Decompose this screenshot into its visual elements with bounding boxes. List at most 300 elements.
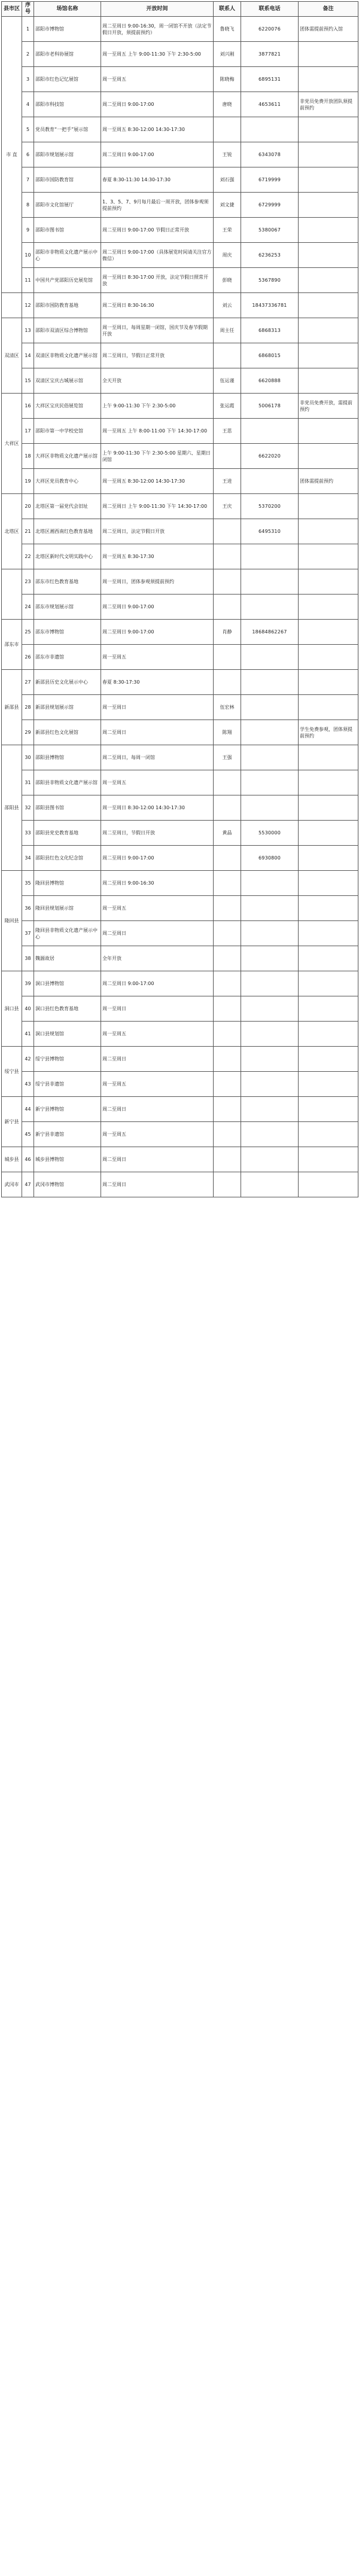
contact-person <box>214 896 241 921</box>
row-number: 36 <box>22 896 34 921</box>
venue-name: 大祥区非物质文化遗产展示馆 <box>34 444 101 469</box>
contact-phone <box>241 469 299 494</box>
contact-person <box>214 795 241 821</box>
opening-hours: 周二至周日 <box>101 921 214 946</box>
venue-name: 邵东市红色教育基地 <box>34 569 101 595</box>
venue-name: 邵阳县党史教育基地 <box>34 821 101 846</box>
contact-person <box>214 1047 241 1072</box>
row-number: 9 <box>22 218 34 243</box>
row-number: 12 <box>22 293 34 318</box>
table-row <box>2 92 358 117</box>
table-row <box>2 595 358 620</box>
contact-phone <box>241 544 299 569</box>
venue-name: 绥宁县博物馆 <box>34 1047 101 1072</box>
row-number: 30 <box>22 745 34 770</box>
district-cell: 绥宁县 <box>2 1047 22 1097</box>
contact-person: 周庆 <box>214 243 241 268</box>
row-number: 7 <box>22 167 34 193</box>
opening-hours: 周二至周日 <box>101 1097 214 1122</box>
opening-hours: 周二至周日，法定节假日开放 <box>101 519 214 544</box>
table-row <box>2 494 358 519</box>
contact-person: 王思 <box>214 419 241 444</box>
table-row <box>2 519 358 544</box>
row-number: 37 <box>22 921 34 946</box>
opening-hours: 周二至周日 9:00-17:00 <box>101 620 214 645</box>
opening-hours: 周一至周日 <box>101 695 214 720</box>
opening-hours: 周二至周日 <box>101 1147 214 1172</box>
row-note <box>299 519 358 544</box>
row-number: 32 <box>22 795 34 821</box>
table-row <box>2 846 358 871</box>
header-contact: 联系人 <box>214 2 241 17</box>
contact-phone: 6236253 <box>241 243 299 268</box>
opening-hours: 周一至周日 8:30-12:00 14:30-17:30 <box>101 795 214 821</box>
table-row <box>2 318 358 343</box>
contact-person: 周主任 <box>214 318 241 343</box>
contact-phone: 6719999 <box>241 167 299 193</box>
row-number: 47 <box>22 1172 34 1197</box>
venue-name: 新邵县规划展示馆 <box>34 695 101 720</box>
row-number: 21 <box>22 519 34 544</box>
district-cell: 邵阳县 <box>2 745 22 871</box>
contact-phone: 5380067 <box>241 218 299 243</box>
contact-phone <box>241 871 299 896</box>
district-cell: 双清区 <box>2 318 22 394</box>
contact-person <box>214 519 241 544</box>
contact-person: 王荣 <box>214 218 241 243</box>
contact-phone: 5370200 <box>241 494 299 519</box>
row-note <box>299 821 358 846</box>
contact-phone <box>241 946 299 971</box>
table-row <box>2 795 358 821</box>
row-note <box>299 1072 358 1097</box>
row-note <box>299 645 358 670</box>
row-number: 38 <box>22 946 34 971</box>
row-number: 46 <box>22 1147 34 1172</box>
row-number: 28 <box>22 695 34 720</box>
contact-person: 王庆 <box>214 494 241 519</box>
table-row <box>2 1122 358 1147</box>
venue-name: 邵阳市红色记忆展馆 <box>34 67 101 92</box>
opening-hours: 周二至周日 <box>101 720 214 745</box>
opening-hours: 周一至周五 <box>101 67 214 92</box>
row-note: 团体需提前预约入馆 <box>299 17 358 42</box>
opening-hours: 上午 9:00-11:30 下午 2:30-5:00 <box>101 394 214 419</box>
row-number: 4 <box>22 92 34 117</box>
row-note <box>299 419 358 444</box>
row-note <box>299 544 358 569</box>
row-number: 40 <box>22 996 34 1022</box>
contact-person: 刘云 <box>214 293 241 318</box>
venue-name: 洞口县红色教育基地 <box>34 996 101 1022</box>
opening-hours: 春夏 8:30-17:30 <box>101 670 214 695</box>
header-name: 场馆名称 <box>34 2 101 17</box>
table-row <box>2 419 358 444</box>
row-number: 31 <box>22 770 34 795</box>
contact-phone <box>241 795 299 821</box>
row-number: 22 <box>22 544 34 569</box>
row-note <box>299 1147 358 1172</box>
row-note <box>299 770 358 795</box>
contact-phone <box>241 1172 299 1197</box>
opening-hours: 周二至周日 <box>101 1047 214 1072</box>
contact-phone: 6343078 <box>241 142 299 167</box>
row-note <box>299 996 358 1022</box>
table-row <box>2 243 358 268</box>
row-number: 1 <box>22 17 34 42</box>
row-number: 41 <box>22 1022 34 1047</box>
venue-name: 邵阳市图书馆 <box>34 218 101 243</box>
contact-phone: 6895131 <box>241 67 299 92</box>
opening-hours: 周二至周日，节假日开放 <box>101 821 214 846</box>
opening-hours: 周二至周日 9:00-17:00 <box>101 142 214 167</box>
district-cell: 北塔区 <box>2 494 22 569</box>
table-row <box>2 394 358 419</box>
venue-name: 邵阳县红色文化纪念馆 <box>34 846 101 871</box>
row-note <box>299 921 358 946</box>
header-district: 县市区 <box>2 2 22 17</box>
row-note <box>299 1022 358 1047</box>
contact-phone <box>241 921 299 946</box>
opening-hours: 周一至周日 8:30-17:00 开放，法定节假日照常开放 <box>101 268 214 293</box>
table-row <box>2 1022 358 1047</box>
venue-name: 中国共产党邵阳历史展览馆 <box>34 268 101 293</box>
venue-name: 新宁县非遗馆 <box>34 1122 101 1147</box>
district-cell: 邵东市 <box>2 620 22 670</box>
opening-hours: 周一至周五 8:30-12:00 14:30-17:30 <box>101 117 214 142</box>
contact-phone: 4653611 <box>241 92 299 117</box>
table-row <box>2 821 358 846</box>
venue-name: 邵阳市国防教育馆 <box>34 167 101 193</box>
table-row <box>2 469 358 494</box>
contact-phone: 6868015 <box>241 343 299 368</box>
venue-name: 邵阳市国防教育基地 <box>34 293 101 318</box>
district-cell: 新邵县 <box>2 670 22 745</box>
venue-name: 邵东市规划展示馆 <box>34 595 101 620</box>
row-number: 19 <box>22 469 34 494</box>
contact-person: 刘石强 <box>214 167 241 193</box>
venue-name: 北塔区新时代文明实践中心 <box>34 544 101 569</box>
contact-phone <box>241 1147 299 1172</box>
table-row <box>2 1047 358 1072</box>
venue-name: 邵阳市博物馆 <box>34 17 101 42</box>
row-number: 18 <box>22 444 34 469</box>
opening-hours: 周一至周日，团体参观须提前预约 <box>101 569 214 595</box>
table-row <box>2 1097 358 1122</box>
opening-hours: 周二至周日，每周一闭馆 <box>101 745 214 770</box>
contact-phone: 5006178 <box>241 394 299 419</box>
table-row <box>2 645 358 670</box>
contact-person <box>214 1022 241 1047</box>
contact-person: 陈晓梅 <box>214 67 241 92</box>
opening-hours: 周一至周五 <box>101 1122 214 1147</box>
contact-person: 王锐 <box>214 142 241 167</box>
opening-hours: 周二至周日 9:00-17:00 <box>101 595 214 620</box>
row-number: 2 <box>22 42 34 67</box>
district-cell: 新宁县 <box>2 1097 22 1147</box>
contact-person <box>214 996 241 1022</box>
contact-phone: 3877821 <box>241 42 299 67</box>
row-note <box>299 871 358 896</box>
opening-hours: 周二至周日 9:00-17:00 <box>101 971 214 996</box>
contact-person: 彭晓 <box>214 268 241 293</box>
contact-phone <box>241 569 299 595</box>
district-cell: 市 直 <box>2 17 22 293</box>
venue-name: 邵阳县非物质文化遗产展示馆 <box>34 770 101 795</box>
contact-phone: 6729999 <box>241 193 299 218</box>
table-row <box>2 218 358 243</box>
opening-hours: 上午 9:00-11:30 下午 2:30-5:00 星期六、星期日闭馆 <box>101 444 214 469</box>
district-cell <box>2 569 22 620</box>
venue-name: 邵阳市规划展示馆 <box>34 142 101 167</box>
row-note <box>299 1172 358 1197</box>
contact-person: 肖静 <box>214 620 241 645</box>
venue-name: 北塔区湘西南红色教育基地 <box>34 519 101 544</box>
contact-person: 王强 <box>214 745 241 770</box>
row-number: 15 <box>22 368 34 394</box>
row-note <box>299 795 358 821</box>
row-note <box>299 569 358 595</box>
opening-hours: 周二至周日 9:00-17:00（具体展览时间请关注官方微信） <box>101 243 214 268</box>
contact-phone <box>241 670 299 695</box>
row-number: 27 <box>22 670 34 695</box>
contact-person <box>214 846 241 871</box>
table-row <box>2 946 358 971</box>
row-number: 20 <box>22 494 34 519</box>
venue-name: 洞口县博物馆 <box>34 971 101 996</box>
venue-name: 新宁县博物馆 <box>34 1097 101 1122</box>
venue-name: 双清区非物质文化遗产展示馆 <box>34 343 101 368</box>
row-number: 29 <box>22 720 34 745</box>
contact-phone: 6622020 <box>241 444 299 469</box>
row-number: 17 <box>22 419 34 444</box>
table-row <box>2 695 358 720</box>
opening-hours: 1、3、5、7、9月每月最后一周开放，团体参观须提前预约 <box>101 193 214 218</box>
venue-name: 邵阳市老科协展馆 <box>34 42 101 67</box>
opening-hours: 春夏 8:30-11:30 14:30-17:30 <box>101 167 214 193</box>
opening-hours: 周二至周日，节假日正常开放 <box>101 343 214 368</box>
district-cell: 武冈市 <box>2 1172 22 1197</box>
contact-phone <box>241 117 299 142</box>
table-row <box>2 17 358 42</box>
table-row <box>2 971 358 996</box>
row-number: 42 <box>22 1047 34 1072</box>
row-number: 44 <box>22 1097 34 1122</box>
row-note: 学生免费参观，团体须提前预约 <box>299 720 358 745</box>
row-note <box>299 1047 358 1072</box>
table-row <box>2 569 358 595</box>
venue-table <box>1 1 358 1197</box>
venue-name: 洞口县规划馆 <box>34 1022 101 1047</box>
row-number: 13 <box>22 318 34 343</box>
contact-person: 伍宏林 <box>214 695 241 720</box>
contact-person: 刘兴刚 <box>214 42 241 67</box>
contact-phone: 6495310 <box>241 519 299 544</box>
contact-person: 王进 <box>214 469 241 494</box>
row-note <box>299 368 358 394</box>
venue-name: 新邵县红色文化展馆 <box>34 720 101 745</box>
opening-hours: 周一至周五 8:30-17:30 <box>101 544 214 569</box>
table-row <box>2 1072 358 1097</box>
opening-hours: 周一至周五 <box>101 1022 214 1047</box>
row-note <box>299 620 358 645</box>
opening-hours: 周二至周日 9:00-17:00 <box>101 846 214 871</box>
row-number: 35 <box>22 871 34 896</box>
contact-phone <box>241 1122 299 1147</box>
contact-phone: 6868313 <box>241 318 299 343</box>
table-row <box>2 117 358 142</box>
venue-name: 党员教育“一把手”展示馆 <box>34 117 101 142</box>
row-note <box>299 444 358 469</box>
contact-person <box>214 645 241 670</box>
contact-person: 张运霞 <box>214 394 241 419</box>
row-note <box>299 971 358 996</box>
contact-phone <box>241 695 299 720</box>
contact-phone <box>241 1072 299 1097</box>
opening-hours: 周二至周日 9:00-16:30，周一闭馆不开放（法定节假日开放，须提前预约） <box>101 17 214 42</box>
table-row <box>2 620 358 645</box>
venue-name: 邵东市非遗馆 <box>34 645 101 670</box>
row-note <box>299 117 358 142</box>
venue-name: 隆回县非物质文化遗产展示中心 <box>34 921 101 946</box>
contact-phone: 5367890 <box>241 268 299 293</box>
row-number: 23 <box>22 569 34 595</box>
contact-person <box>214 1072 241 1097</box>
contact-phone <box>241 1022 299 1047</box>
contact-person: 黄晶 <box>214 821 241 846</box>
row-number: 3 <box>22 67 34 92</box>
table-row <box>2 996 358 1022</box>
row-number: 16 <box>22 394 34 419</box>
row-number: 10 <box>22 243 34 268</box>
venue-name: 邵阳市科技馆 <box>34 92 101 117</box>
table-row <box>2 871 358 896</box>
row-note: 非党员免费开放团队须提前预约 <box>299 92 358 117</box>
contact-phone: 6220076 <box>241 17 299 42</box>
table-row <box>2 142 358 167</box>
row-number: 24 <box>22 595 34 620</box>
table-header <box>2 2 358 17</box>
table-row <box>2 544 358 569</box>
table-row <box>2 1147 358 1172</box>
contact-phone <box>241 770 299 795</box>
table-row <box>2 42 358 67</box>
row-number: 43 <box>22 1072 34 1097</box>
contact-person <box>214 971 241 996</box>
row-number: 8 <box>22 193 34 218</box>
contact-person <box>214 670 241 695</box>
contact-person <box>214 946 241 971</box>
contact-phone <box>241 419 299 444</box>
table-row <box>2 770 358 795</box>
contact-person <box>214 1172 241 1197</box>
table-row <box>2 67 358 92</box>
venue-name: 绥宁县非遗馆 <box>34 1072 101 1097</box>
opening-hours: 周一至周五 上午 9:00-11:30 下午 2:30-5:00 <box>101 42 214 67</box>
contact-phone <box>241 996 299 1022</box>
table-body <box>2 17 358 1197</box>
row-number: 25 <box>22 620 34 645</box>
venue-name: 武冈市博物馆 <box>34 1172 101 1197</box>
venue-name: 新邵县历史文化展示中心 <box>34 670 101 695</box>
row-number: 11 <box>22 268 34 293</box>
venue-name: 大祥区宝庆民俗展览馆 <box>34 394 101 419</box>
contact-phone <box>241 1047 299 1072</box>
row-note <box>299 142 358 167</box>
table-row <box>2 921 358 946</box>
opening-hours: 周二至周日 9:00-17:00 <box>101 92 214 117</box>
opening-hours: 周一至周五 8:30-12:00 14:30-17:30 <box>101 469 214 494</box>
opening-hours: 周一至周五 <box>101 1072 214 1097</box>
row-note <box>299 167 358 193</box>
row-number: 45 <box>22 1122 34 1147</box>
row-number: 6 <box>22 142 34 167</box>
header-row <box>2 2 358 17</box>
row-number: 34 <box>22 846 34 871</box>
table-row <box>2 670 358 695</box>
district-cell: 城步县 <box>2 1147 22 1172</box>
venue-name: 邵东市博物馆 <box>34 620 101 645</box>
contact-person <box>214 871 241 896</box>
contact-person: 鲁晓飞 <box>214 17 241 42</box>
contact-phone <box>241 971 299 996</box>
table-row <box>2 167 358 193</box>
row-note <box>299 318 358 343</box>
contact-person <box>214 1097 241 1122</box>
row-note <box>299 896 358 921</box>
table-row <box>2 368 358 394</box>
table-row <box>2 1172 358 1197</box>
contact-person <box>214 1122 241 1147</box>
row-note <box>299 343 358 368</box>
header-note: 备注 <box>299 2 358 17</box>
opening-hours: 周一至周日，每周星期一闭馆，国庆节及春节假期开放 <box>101 318 214 343</box>
district-cell: 大祥区 <box>2 394 22 494</box>
row-note <box>299 193 358 218</box>
district-cell: 洞口县 <box>2 971 22 1047</box>
row-note <box>299 1122 358 1147</box>
table-row <box>2 193 358 218</box>
row-number: 26 <box>22 645 34 670</box>
opening-hours: 周一至周五 <box>101 645 214 670</box>
venue-name: 双清区宝庆古城展示馆 <box>34 368 101 394</box>
row-note <box>299 268 358 293</box>
contact-phone: 18437336781 <box>241 293 299 318</box>
row-note <box>299 695 358 720</box>
row-note <box>299 243 358 268</box>
row-number: 5 <box>22 117 34 142</box>
table-row <box>2 268 358 293</box>
venue-name: 邵阳市第一中学校史馆 <box>34 419 101 444</box>
opening-hours: 周二至周日 上午 9:00-11:30 下午 14:30-17:00 <box>101 494 214 519</box>
table-row <box>2 720 358 745</box>
contact-phone <box>241 595 299 620</box>
header-phone: 联系电话 <box>241 2 299 17</box>
opening-hours: 周一至周五 <box>101 770 214 795</box>
contact-person: 唐晓 <box>214 92 241 117</box>
opening-hours: 周二至周日 8:30-16:30 <box>101 293 214 318</box>
contact-phone: 18684862267 <box>241 620 299 645</box>
table-row <box>2 896 358 921</box>
row-note <box>299 946 358 971</box>
contact-phone <box>241 896 299 921</box>
venue-name: 城步县博物馆 <box>34 1147 101 1172</box>
opening-hours: 周二至周日 9:00-16:30 <box>101 871 214 896</box>
contact-person <box>214 569 241 595</box>
row-number: 14 <box>22 343 34 368</box>
opening-hours: 周一至周五 上午 8:00-11:00 下午 14:30-17:00 <box>101 419 214 444</box>
row-note: 团体需提前预约 <box>299 469 358 494</box>
